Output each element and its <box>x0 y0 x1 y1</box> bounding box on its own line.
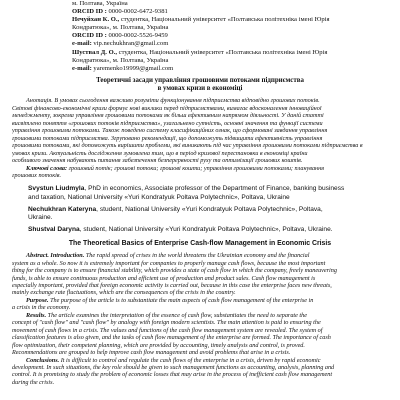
en-abstract-line: movement of cash flows in a crisis. The values and functions of the cash flow management system are revealed. The system of <box>12 326 323 334</box>
en-abstract-line: thing for the company is to ensure financial stability, which provides a state of cash flow in which the company, freely maneuvering <box>12 267 337 275</box>
author1-orcid: ORCID ID : 0000-0002-6472-9381 <box>72 8 168 16</box>
en-abstract-line: a crisis in the economy. <box>12 304 71 312</box>
en-abstract-line: funds, is able to ensure continuous production and efficient use of production and product sales. Cash flow management is <box>12 274 316 282</box>
ua-abstract-line: особливого значення набувають питання забезпечення безперервності руху та оптимізації грошових коштів. <box>12 157 303 165</box>
ua-abstract-line: грошовими потоками підприємства. Згруповано рекомендації, що допоможуть підвищити ефективність управління <box>12 134 323 142</box>
ua-abstract-line: висвітлено поняття «грошових потоків підприємства», узагальнено сутність, основні значення та функції системи <box>12 119 323 127</box>
en-abstract-line: during the crisis. <box>12 378 55 386</box>
ua-abstract-line: Анотація. В умовах сьогодення важливо розуміти функціонування підприємства відповідно грошових потоків. <box>26 97 320 105</box>
en-abstract <box>12 252 388 386</box>
ua-keywords-line2: грошових потоків. <box>12 171 62 179</box>
en-author2: Nechukhran Kateryna, student, National University «Yuri Kondratyuk Poltava Polytechnic», Poltava, <box>28 205 323 213</box>
author3-affiliation: Шуствал Д. О., студентка, Національний університет «Полтавська політехніка імені Юрія <box>72 48 328 56</box>
en-author2-line2: Ukraine. <box>28 213 53 221</box>
en-author1: Svystun Liudmyla, PhD in economics, Associate professor of the Department of Finance, banking business <box>28 185 345 193</box>
en-abstract-line: control. It is promising to study the problem of economic losses that may arise in the process of inefficient cash flow management <box>12 371 333 379</box>
ua-title-line2: в умовах кризи в економіці <box>157 85 243 93</box>
author1-location: м. Полтава, Україна <box>72 0 128 7</box>
en-author3: Shustval Daryna, student, National University «Yuri Kondratyuk Poltava Polytechnic», Poltava, Ukraine. <box>28 225 333 233</box>
ua-abstract <box>12 97 388 179</box>
author3-affiliation-line2: Кондратюка», м. Полтава, Україна <box>72 56 169 64</box>
author2-orcid: ORCID ID : 0000-0002-5526-9459 <box>72 32 168 40</box>
en-abstract-conclusions: Conclusions. It is difficult to control and regulate the cash flows of the enterprise in a crisis, driven by rapid economic <box>26 356 321 364</box>
ua-title-line1: Теоретичні засади управління грошовими потоками підприємства <box>96 76 304 84</box>
en-abstract-line: development. In such situations, the key role should be given to such management functions as accounting, analysis, planning and <box>12 363 335 371</box>
ua-abstract-line: Світові фінансово-економічні кризи формує нові виклики перед підприємствами, вимагає вдосконалення інноваційної <box>12 104 322 112</box>
en-abstract-line: mainly exchange rate fluctuations, which are the consequences of the crisis in the country. <box>12 289 236 297</box>
author2-email: e-mail: vip.nechukhran@gmail.com <box>72 40 169 48</box>
en-abstract-line: Recommendations are grouped to help improve cash flow management and avoid problems that arise in a crisis. <box>12 349 291 357</box>
en-title: The Theoretical Basics of Enterprise Cash-flow Management in Economic Crisis <box>68 239 332 247</box>
en-abstract-line: concept of "cash flow" and "cash flow" by analogy with foreign modern scientists. The main attention is paid to ensuring the <box>12 319 321 327</box>
ua-abstract-line: менеджменту, зокрема управління грошовими потоками як більш ефективним напрямом діяльності. У даній статті <box>12 112 324 120</box>
ua-author3-block <box>12 49 388 73</box>
author2-affiliation: Нечуйхан К. О., студентка, Національний університет «Полтавська політехніка імені Юрія <box>72 16 330 24</box>
ua-author-block <box>12 0 388 16</box>
ua-abstract-line: грошовими потоками, які допоможуть вирішити проблеми, які виникають під час управління грошовими потоками підприємства в <box>12 142 363 150</box>
author2-affiliation-line2: Кондратюка», м. Полтава, Україна <box>72 24 169 32</box>
ua-keywords: Ключові слова: грошовий потік; грошові потоки; грошові кошти; управління грошовими потоками; планування <box>26 164 325 172</box>
en-abstract-intro: Abstract. Introduction. The rapid spread of crises in the world threatens the Ukrainian economy and the financial <box>26 252 310 260</box>
en-abstract-results: Results. The article examines the interpretation of the essence of cash flow, substantiates the need to separate the <box>26 311 307 319</box>
ua-author2-block <box>12 16 388 48</box>
ua-abstract-line: управління грошовими потоками. Також поведено систему класифікаційних ознак, що сформовані завдання управління <box>12 127 328 135</box>
en-author1-line2: and taxation, National University «Yuri Kondratyuk Poltava Polytechnic», Poltava, Ukraine <box>28 193 290 201</box>
en-abstract-line: flow optimization, their competent planning, which are provided by accounting, timely analysis and control, is proved. <box>12 341 305 349</box>
en-abstract-line: classification features is also given, and the tasks of cash flow management of the enterprise are formed. The importance of cash <box>12 334 331 342</box>
en-abstract-purpose: Purpose. The purpose of the article is to substantiate the main aspects of cash flow management of the enterprise in <box>26 296 314 304</box>
en-abstract-line: especially important, provided that foreign economic activity is carried out, because in this case the enterprise faces new threats, <box>12 282 332 289</box>
author3-email: e-mail: yaremenko19999@gmail.com <box>72 64 174 72</box>
en-authors <box>12 185 388 233</box>
en-abstract-line: system as a whole. So now it is extremely important for companies to properly manage cash flows, because the most important <box>12 259 326 267</box>
ua-title <box>12 77 388 94</box>
ua-abstract-line: умовах кризи. Актуальність дослідження зумовлена тим, що в період кризової перестановки в економіці країни <box>12 149 308 157</box>
